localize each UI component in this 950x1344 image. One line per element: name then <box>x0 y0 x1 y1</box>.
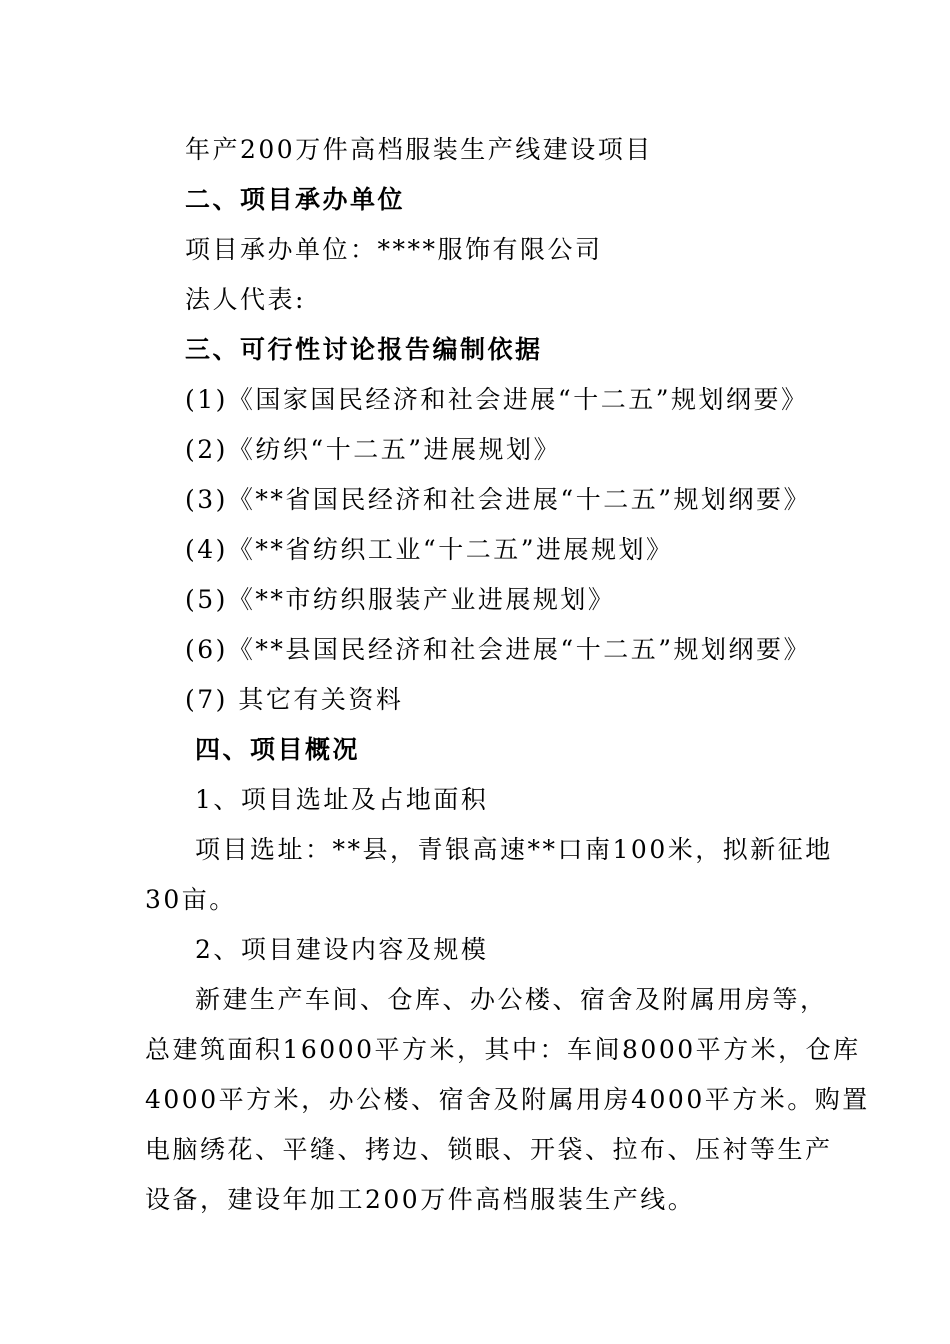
site-text: 项目选址：**县，青银高速**口南100米，拟新征地 <box>195 835 833 864</box>
basis-item: (3)《**省国民经济和社会进展“十二五”规划纲要》 <box>185 485 811 514</box>
basis-item: (6)《**县国民经济和社会进展“十二五”规划纲要》 <box>185 635 811 664</box>
basis-item: (2)《纺织“十二五”进展规划》 <box>185 435 561 464</box>
content-paragraph-line: 设备，建设年加工200万件高档服装生产线。 <box>145 1185 696 1214</box>
project-name: 年产200万件高档服装生产线建设项目 <box>185 135 653 164</box>
section-heading: 二、项目承办单位 <box>185 185 406 214</box>
legal-rep-line: 法人代表: <box>185 285 306 314</box>
content-paragraph-line: 新建生产车间、仓库、办公楼、宿舍及附属用房等， <box>195 985 828 1014</box>
basis-item: (5)《**市纺织服装产业进展规划》 <box>185 585 616 614</box>
subsection-heading: 2、项目建设内容及规模 <box>195 935 489 964</box>
undertaker-line: 项目承办单位：****服饰有限公司 <box>185 235 603 264</box>
section-heading: 三、可行性讨论报告编制依据 <box>185 335 543 364</box>
content-paragraph-line: 电脑绣花、平缝、拷边、锁眼、开袋、拉布、压衬等生产 <box>145 1135 833 1164</box>
content-paragraph-line: 总建筑面积16000平方米，其中：车间8000平方米，仓库 <box>145 1035 861 1064</box>
basis-item: (7) 其它有关资料 <box>185 685 404 714</box>
site-text-cont: 30亩。 <box>145 885 237 914</box>
section-heading: 四、项目概况 <box>195 735 361 764</box>
basis-item: (1)《国家国民经济和社会进展“十二五”规划纲要》 <box>185 385 809 414</box>
basis-item: (4)《**省纺织工业“十二五”进展规划》 <box>185 535 674 564</box>
content-paragraph-line: 4000平方米，办公楼、宿舍及附属用房4000平方米。购置 <box>145 1085 870 1114</box>
subsection-heading: 1、项目选址及占地面积 <box>195 785 489 814</box>
